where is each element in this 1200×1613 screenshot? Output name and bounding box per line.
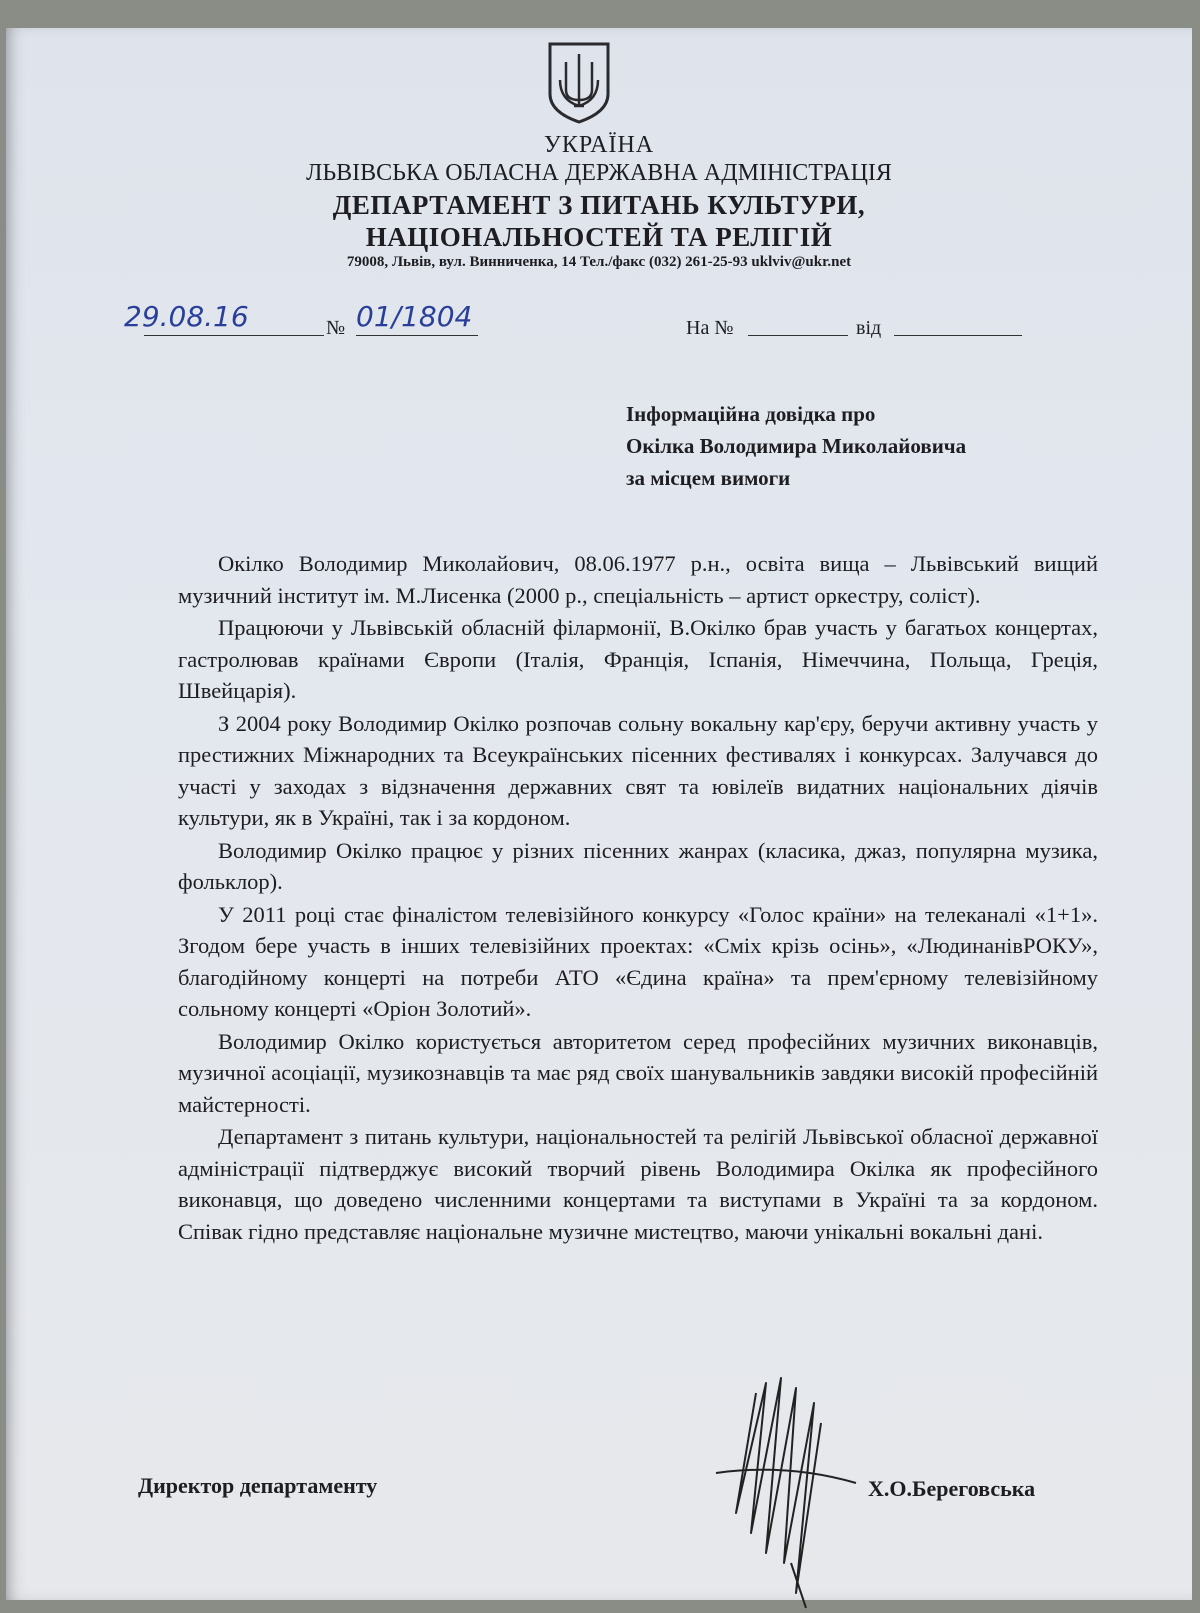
signatory-position: Директор департаменту bbox=[138, 1473, 378, 1498]
handwritten-number: 01/1804 bbox=[356, 300, 473, 333]
document-subject bbox=[626, 398, 966, 494]
subject-line: Інформаційна довідка про bbox=[626, 402, 876, 426]
signatory-name: Х.О.Береговська bbox=[868, 1476, 1036, 1501]
date-underline bbox=[144, 335, 324, 336]
header-country: УКРАЇНА bbox=[543, 132, 655, 158]
header-department-line2: НАЦІОНАЛЬНОСТЕЙ ТА РЕЛІГІЙ bbox=[365, 222, 833, 252]
body-paragraph: Департамент з питань культури, національностей та релігій Львівської обласної державної адміністрації підтверджує високий творчий рівень Володимира Окілка як професійного виконавця, що доведено численними концертами та виступами в Україні та за кордоном. Співак гідно представляє національне музичне мистецтво, маючи унікальні вокальні дані. bbox=[178, 1124, 1098, 1244]
ref-number-label: На № bbox=[686, 317, 734, 339]
header-address: 79008, Львів, вул. Винниченка, 14 Тел./факс (032) 261-25-93 uklviv@ukr.net bbox=[346, 254, 852, 270]
header-department-line1: ДЕПАРТАМЕНТ З ПИТАНЬ КУЛЬТУРИ, bbox=[332, 190, 866, 220]
number-underline bbox=[356, 335, 478, 336]
subject-line: за місцем вимоги bbox=[626, 466, 791, 490]
ref-from-underline bbox=[894, 335, 1022, 336]
body-paragraph: Володимир Окілко працює у різних пісенних жанрах (класика, джаз, популярна музика, фольклор). bbox=[178, 837, 1098, 894]
coat-of-arms-icon bbox=[546, 40, 612, 126]
body-paragraph: З 2004 року Володимир Окілко розпочав сольну вокальну кар'єру, беручи активну участь у престижних Міжнародних та Всеукраїнських пісенних фестивалях і конкурсах. Залучався до участі у заходах з відзначення державних свят та ювілеїв видатних національних діячів культури, як в Україні, так і за кордоном. bbox=[178, 710, 1098, 830]
number-label: № bbox=[326, 317, 346, 339]
document-page bbox=[6, 28, 1192, 1600]
header-administration: ЛЬВІВСЬКА ОБЛАСНА ДЕРЖАВНА АДМІНІСТРАЦІЯ bbox=[306, 160, 892, 186]
body-paragraph: Працюючи у Львівській обласній філармонії, В.Окілко брав участь у багатьох концертах, гастролював країнами Європи (Італія, Франція, Іспанія, Німеччина, Польща, Греція, Швейцарія). bbox=[178, 615, 1098, 703]
body-paragraph: Володимир Окілко користується авторитетом серед професійних музичних виконавців, музичної асоціації, музикознавців та має ряд своїх шанувальників завдяки високій професійній майстерності. bbox=[178, 1028, 1098, 1117]
ref-number-underline bbox=[748, 335, 848, 336]
body-paragraph: Окілко Володимир Миколайович, 08.06.1977 р.н., освіта вища – Львівський вищий музичний інститут ім. М.Лисенка (2000 р., спеціальність – артист оркестру, соліст). bbox=[178, 551, 1098, 608]
handwritten-date: 29.08.16 bbox=[124, 300, 249, 333]
handwritten-signature bbox=[696, 1363, 866, 1613]
document-body bbox=[178, 548, 1098, 1248]
ref-from-label: від bbox=[856, 317, 882, 339]
subject-line: Окілка Володимира Миколайовича bbox=[626, 434, 967, 458]
body-paragraph: У 2011 році стає фіналістом телевізійного конкурсу «Голос країни» на телеканалі «1+1». Згодом бере участь в інших телевізійних проектах: «Сміх крізь осінь», «ЛюдинанівРОКУ», благодійному концерті на потреби АТО «Єдина країна» та прем'єрному телевізійному сольному концерті «Оріон Золотий». bbox=[178, 901, 1098, 1021]
